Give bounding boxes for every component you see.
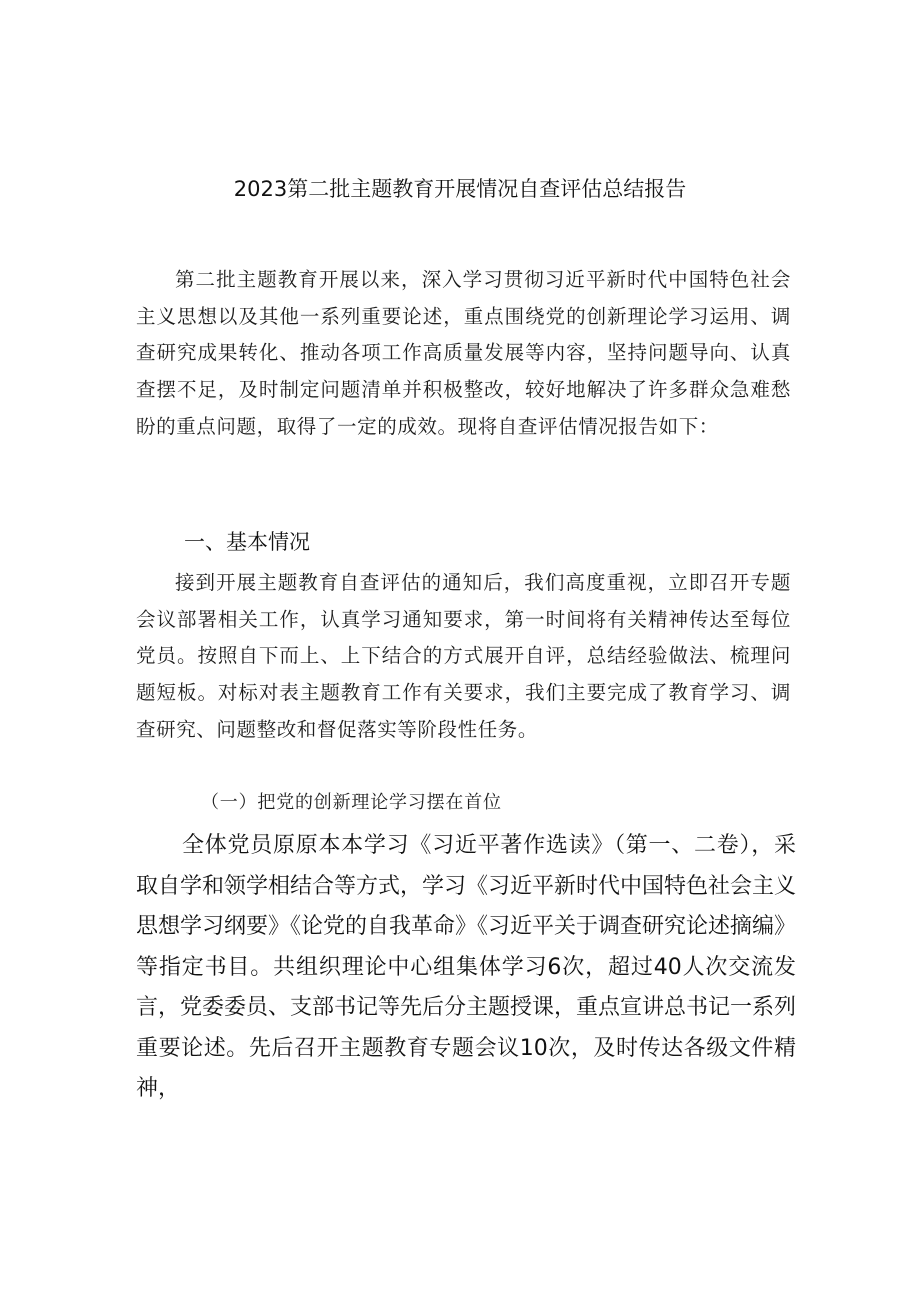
document-title: 2023第二批主题教育开展情况自查评估总结报告 (233, 177, 687, 201)
subsection-heading-theory-study: （一）把党的创新理论学习摆在首位 (201, 792, 502, 813)
section-heading-basic-situation: 一、基本情况 (184, 530, 310, 554)
section1-paragraph: 接到开展主题教育自查评估的通知后，我们高度重视，立即召开专题会议部署相关工作，认真学习通知要求，第一时间将有关精神传达至每位党员。按照自下而上、上下结合的方式展开自评，总结经验做法、梳理问题短板。对标对表主题教育工作有关要求，我们主要完成了教育学习、调查研究、问题整改和督促落实等阶段性任务。 (136, 571, 791, 741)
intro-paragraph: 第二批主题教育开展以来，深入学习贯彻习近平新时代中国特色社会主义思想以及其他一系列重要论述，重点围绕党的创新理论学习运用、调查研究成果转化、推动各项工作高质量发展等内容，坚持问题导向、认真查摆不足，及时制定问题清单并积极整改，较好地解决了许多群众急难愁盼的重点问题，取得了一定的成效。现将自查评估情况报告如下： (136, 268, 791, 438)
subsection1-paragraph: 全体党员原原本本学习《习近平著作选读》（第一、二卷），采取自学和领学相结合等方式，学习《习近平新时代中国特色社会主义思想学习纲要》《论党的自我革命》《习近平关于调查研究论述摘编》等指定书目。共组织理论中心组集体学习6次，超过40人次交流发言，党委委员、支部书记等先后分主题授课，重点宣讲总书记一系列重要论述。先后召开主题教育专题会议10次，及时传达各级文件精神， (136, 833, 797, 1101)
